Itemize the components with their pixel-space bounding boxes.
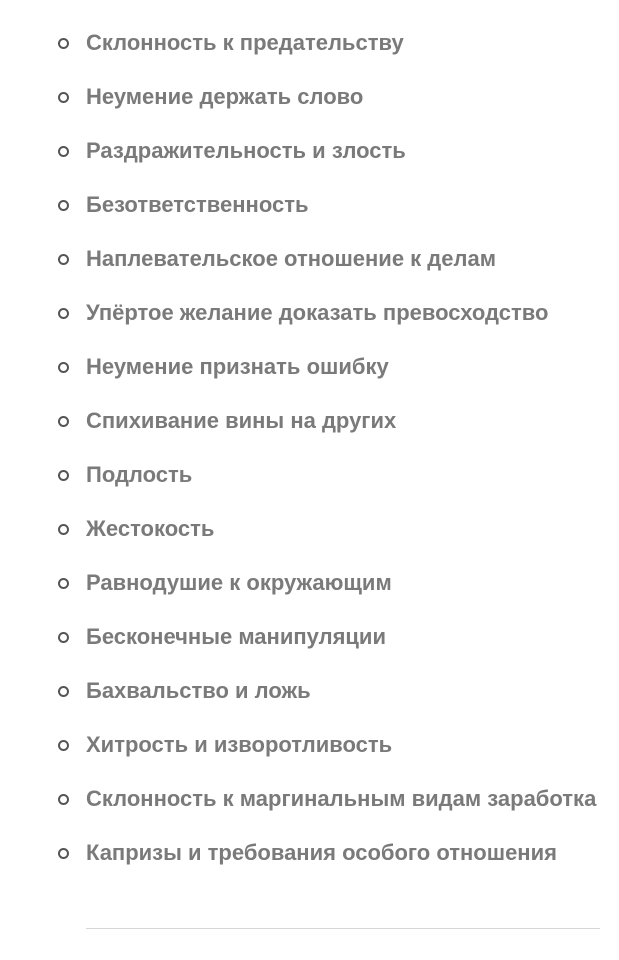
list-item-text: Жестокость: [86, 516, 215, 541]
list-item: [0, 617, 619, 657]
list-item-text: Капризы и требования особого отношения: [86, 840, 557, 865]
list-item-text: Спихивание вины на других: [86, 408, 397, 433]
list-item: [0, 293, 619, 333]
list-item-text: Хитрость и изворотливость: [86, 732, 393, 757]
traits-list: [0, 23, 619, 873]
list-item: [0, 347, 619, 387]
list-item-text: Склонность к маргинальным видам заработка: [86, 786, 597, 811]
bullet-icon: [58, 740, 69, 751]
list-item-text: Равнодушие к окружающим: [86, 570, 392, 595]
bullet-icon: [58, 578, 69, 589]
list-item-text: Подлость: [86, 462, 193, 487]
bullet-icon: [58, 470, 69, 481]
list-item-text: Безответственность: [86, 192, 309, 217]
bullet-icon: [58, 92, 69, 103]
bullet-icon: [58, 416, 69, 427]
bullet-icon: [58, 38, 69, 49]
list-item: [0, 239, 619, 279]
list-item-text: Бахвальство и ложь: [86, 678, 311, 703]
bullet-icon: [58, 848, 69, 859]
list-item: [0, 725, 619, 765]
list-item: [0, 185, 619, 225]
list-item: [0, 401, 619, 441]
list-item-text: Наплевательское отношение к делам: [86, 246, 496, 271]
divider: [86, 928, 600, 929]
list-item-text: Неумение держать слово: [86, 84, 364, 109]
bullet-icon: [58, 524, 69, 535]
list-item: [0, 833, 619, 873]
list-item: [0, 131, 619, 171]
bullet-icon: [58, 632, 69, 643]
bullet-icon: [58, 794, 69, 805]
list-item-text: Упёртое желание доказать превосходство: [86, 300, 549, 325]
article-content: [0, 23, 619, 887]
list-item: [0, 77, 619, 117]
list-item: [0, 779, 619, 819]
list-item: [0, 563, 619, 603]
list-item-text: Бесконечные манипуляции: [86, 624, 386, 649]
bullet-icon: [58, 362, 69, 373]
bullet-icon: [58, 686, 69, 697]
list-item-text: Раздражительность и злость: [86, 138, 406, 163]
bullet-icon: [58, 254, 69, 265]
list-item: [0, 23, 619, 63]
list-item: [0, 509, 619, 549]
bullet-icon: [58, 308, 69, 319]
list-item: [0, 455, 619, 495]
bullet-icon: [58, 146, 69, 157]
list-item: [0, 671, 619, 711]
bullet-icon: [58, 200, 69, 211]
list-item-text: Склонность к предательству: [86, 30, 404, 55]
list-item-text: Неумение признать ошибку: [86, 354, 389, 379]
